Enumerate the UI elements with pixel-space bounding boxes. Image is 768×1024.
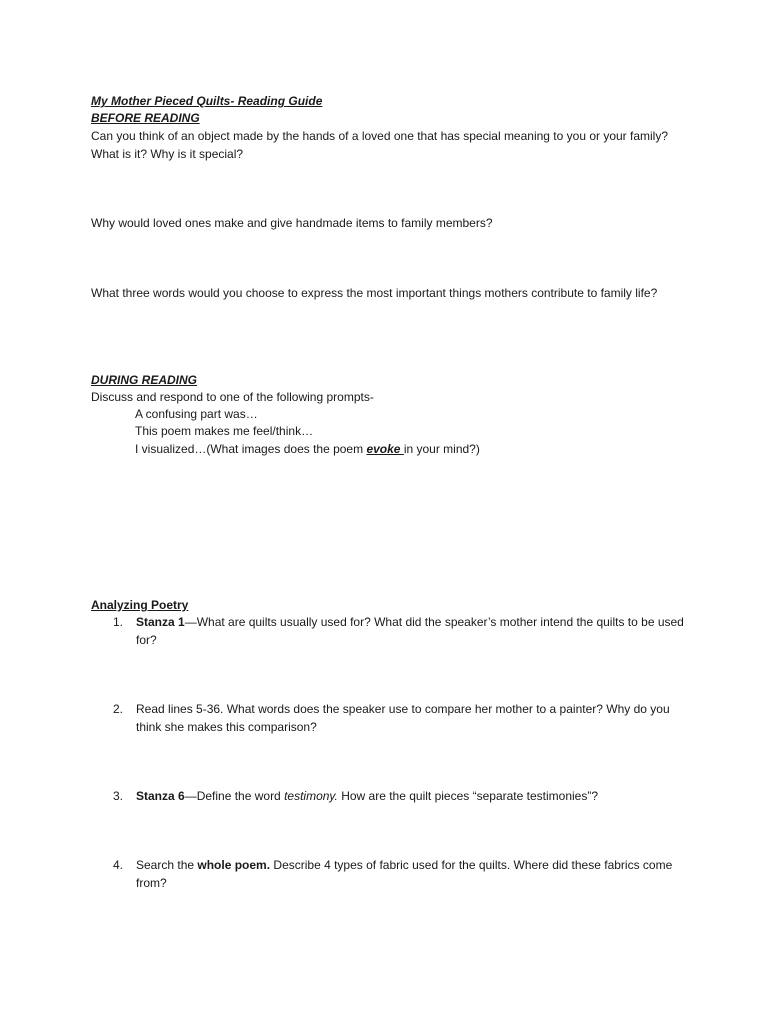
question-number: 4. bbox=[113, 858, 124, 872]
analysis-question-3 bbox=[113, 788, 693, 806]
question-number: 2. bbox=[113, 702, 124, 716]
analyzing-poetry-heading: Analyzing Poetry bbox=[91, 598, 189, 612]
question-text bbox=[136, 614, 693, 649]
document-title: My Mother Pieced Quilts- Reading Guide bbox=[91, 94, 323, 108]
prompt-visualized-text: I visualized…(What images does the poem bbox=[135, 442, 367, 456]
prompt-feel-think: This poem makes me feel/think… bbox=[135, 424, 314, 438]
during-reading-intro: Discuss and respond to one of the following prompts- bbox=[91, 390, 374, 404]
analysis-question-4 bbox=[113, 857, 693, 892]
prompt-visualized bbox=[135, 441, 480, 459]
before-reading-question-2: Why would loved ones make and give handmade items to family members? bbox=[91, 216, 493, 230]
question-text bbox=[136, 788, 693, 806]
question-number: 3. bbox=[113, 789, 124, 803]
stanza-label: Stanza 1 bbox=[136, 615, 185, 629]
evoke-term: evoke bbox=[366, 442, 404, 456]
analysis-question-2 bbox=[113, 701, 693, 736]
question-text: Read lines 5-36. What words does the speaker use to compare her mother to a painter? Why do you think she makes this comparison? bbox=[136, 702, 670, 734]
stanza-label: Stanza 6 bbox=[136, 789, 185, 803]
analysis-question-1 bbox=[113, 614, 693, 649]
question-body-tail: How are the quilt pieces “separate testimonies”? bbox=[337, 789, 599, 803]
before-reading-question-3: What three words would you choose to express the most important things mothers contribute to family life? bbox=[91, 286, 658, 300]
before-reading-question-1: Can you think of an object made by the hands of a loved one that has special meaning to you or your family? What is it? Why is it special? bbox=[91, 129, 669, 161]
prompt-confusing-part: A confusing part was… bbox=[135, 407, 258, 421]
before-reading-heading: BEFORE READING bbox=[91, 111, 200, 125]
question-body: —What are quilts usually used for? What did the speaker’s mother intend the quilts to be used for? bbox=[136, 615, 684, 647]
question-body-tail: Describe 4 types of fabric used for the quilts. Where did these fabrics come from? bbox=[136, 858, 673, 890]
during-reading-heading: DURING READING bbox=[91, 373, 198, 387]
testimony-term: testimony. bbox=[284, 789, 338, 803]
question-number: 1. bbox=[113, 615, 124, 629]
whole-poem-label: whole poem. bbox=[197, 858, 271, 872]
question-body: Search the bbox=[136, 858, 198, 872]
prompt-visualized-tail: in your mind?) bbox=[403, 442, 480, 456]
question-text bbox=[136, 857, 693, 892]
question-body: —Define the word bbox=[184, 789, 285, 803]
